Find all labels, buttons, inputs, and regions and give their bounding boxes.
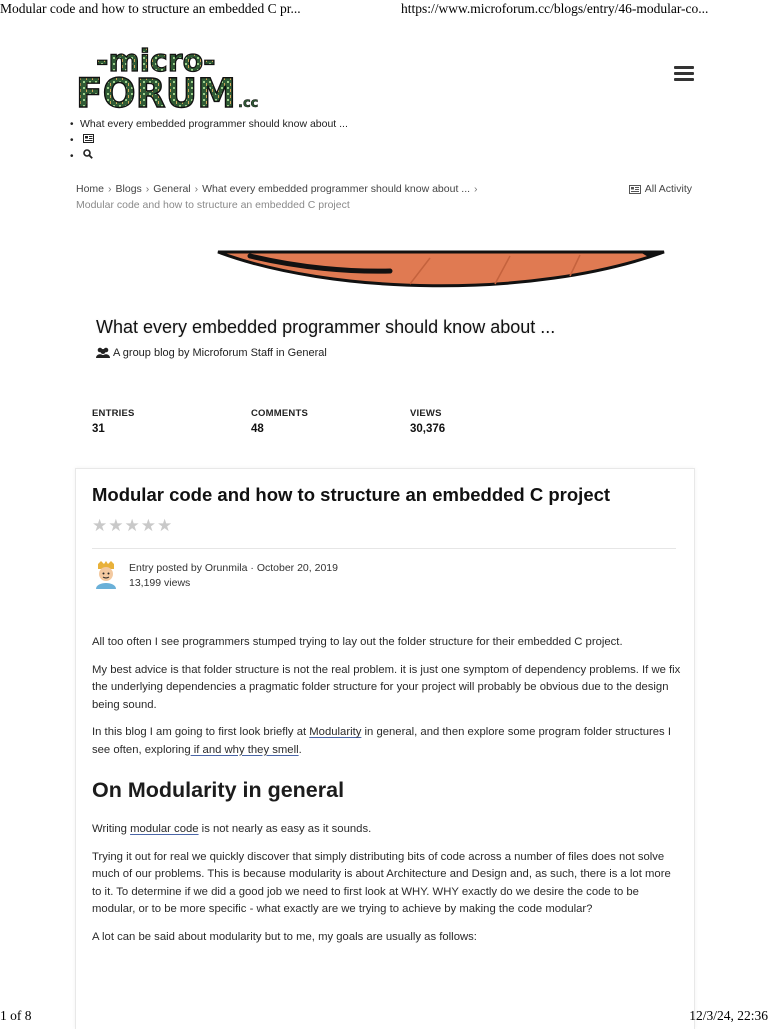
stat-comments <box>251 408 391 435</box>
modular-code-link[interactable]: modular code <box>130 823 199 835</box>
entry-views: 13,199 views <box>129 577 191 589</box>
chevron-right-icon: › <box>145 183 150 195</box>
paragraph <box>92 724 682 759</box>
breadcrumb-current: Modular code and how to structure an embedded C project <box>76 199 350 211</box>
divider <box>92 548 676 549</box>
blog-cover-image <box>210 250 670 298</box>
newspaper-icon <box>629 185 641 194</box>
if-and-why-they-smell-link[interactable]: if and why they smell <box>190 743 299 756</box>
author-link[interactable]: Orunmila <box>204 562 248 574</box>
newspaper-icon[interactable] <box>83 132 94 148</box>
entry-content <box>92 634 682 956</box>
stat-comments-value: 48 <box>251 423 264 435</box>
stat-entries-value: 31 <box>92 423 105 435</box>
stat-entries-label: ENTRIES <box>92 408 135 419</box>
stat-views <box>410 408 550 435</box>
mobile-nav-list <box>70 116 348 164</box>
paragraph: Trying it out for real we quickly discover that simply distributing bits of code across a number of files does not solve much of our problems. This is because modularity is about Architecture and Design and, as such, there is a lot more to it. To determine if we did a good job we need to first look at WHY. WHY exactly do we desire the code to be modular, or to be more specific - what exactly are we trying to achieve by making the code modular? <box>92 850 671 915</box>
paragraph: A lot can be said about modularity but to me, my goals are usually as follows: <box>92 930 477 943</box>
search-icon[interactable] <box>83 148 93 164</box>
text-run: is not nearly as easy as it sounds. <box>198 823 372 835</box>
author-avatar[interactable] <box>93 561 119 589</box>
nav-item-blog[interactable] <box>70 116 348 132</box>
star-icon[interactable]: ★ <box>124 516 140 535</box>
breadcrumb-blog[interactable]: What every embedded programmer should know about ... <box>202 183 471 195</box>
author-meta <box>129 561 338 591</box>
modularity-link[interactable]: Modularity <box>309 726 362 738</box>
breadcrumb <box>76 183 482 195</box>
paragraph <box>92 821 682 839</box>
logo-text-top: -micro- <box>96 44 216 79</box>
star-icon[interactable]: ★ <box>157 516 173 535</box>
breadcrumb-home[interactable]: Home <box>76 183 105 195</box>
chevron-right-icon: › <box>108 183 112 195</box>
all-activity-label[interactable]: All Activity <box>644 183 692 195</box>
stat-views-label: VIEWS <box>410 408 442 419</box>
chevron-right-icon: › <box>194 183 199 195</box>
star-icon[interactable]: ★ <box>140 516 156 535</box>
star-icon[interactable]: ★ <box>92 516 108 535</box>
nav-item-blog-label[interactable]: What every embedded programmer should know about ... <box>80 118 348 130</box>
posted-by-prefix: Entry posted by <box>129 562 205 574</box>
text-run: in general, and then explore some program folder structures I see often, exploring <box>92 726 671 756</box>
stat-entries <box>92 408 232 435</box>
print-footer <box>0 1008 768 1024</box>
blog-subtitle-text: A group blog by Microforum Staff in General <box>113 347 327 359</box>
print-datetime: 12/3/24, 22:36 <box>689 1008 768 1023</box>
blog-subtitle <box>96 347 327 359</box>
print-url: https://www.microforum.cc/blogs/entry/46-modular-co... <box>401 1 709 16</box>
text-run: Writing <box>92 823 131 835</box>
date-separator: · <box>247 562 257 574</box>
chevron-right-icon: › <box>474 183 478 195</box>
page-number: 1 of 8 <box>0 1008 32 1023</box>
logo-text-bottom: FORUM <box>76 71 236 112</box>
breadcrumb-blogs[interactable]: Blogs <box>115 183 142 195</box>
stat-comments-label: COMMENTS <box>251 408 309 419</box>
entry-date: October 20, 2019 <box>256 562 338 574</box>
users-icon <box>96 347 110 358</box>
text-run: In this blog I am going to first look briefly at <box>92 726 310 738</box>
logo-text-suffix: .cc <box>238 96 259 111</box>
stat-views-value: 30,376 <box>410 423 446 435</box>
rating-stars[interactable] <box>92 516 173 535</box>
all-activity-link[interactable] <box>629 183 692 195</box>
microforum-logo[interactable] <box>76 44 264 112</box>
paragraph: All too often I see programmers stumped trying to lay out the folder structure for their embedded C project. <box>92 636 623 648</box>
nav-item-activity[interactable] <box>70 132 348 148</box>
paragraph: My best advice is that folder structure is not the real problem. it is just one symptom of dependency problems. If we fix the underlying dependencies a pragmatic folder structure for your project will probably be obvious due to the design being sound. <box>92 663 681 711</box>
print-title: Modular code and how to structure an embedded C pr... <box>0 1 301 16</box>
breadcrumb-general[interactable]: General <box>153 183 191 195</box>
blog-title[interactable]: What every embedded programmer should know about ... <box>96 317 556 337</box>
nav-item-search[interactable] <box>70 148 348 164</box>
hamburger-menu-icon[interactable] <box>674 66 694 84</box>
text-run: . <box>298 743 302 756</box>
print-header <box>0 0 768 18</box>
entry-title: Modular code and how to structure an embedded C project <box>92 484 611 505</box>
star-icon[interactable]: ★ <box>108 516 124 535</box>
section-heading: On Modularity in general <box>92 778 345 802</box>
